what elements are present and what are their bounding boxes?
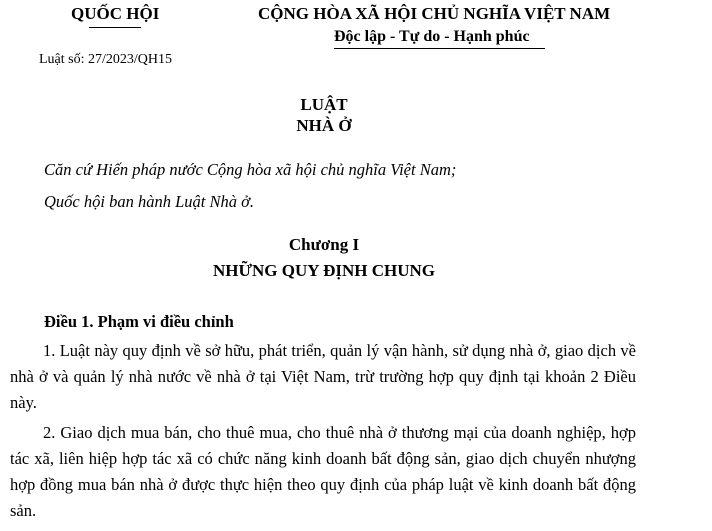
issuing-agency: QUỐC HỘI [71,4,160,23]
motto-underline [334,48,545,49]
chapter-number: Chương I [288,235,360,254]
chapter-title: NHỮNG QUY ĐỊNH CHUNG [212,261,436,280]
law-number: Luật số: 27/2023/QH15 [39,52,172,67]
article-heading: Điều 1. Phạm vi điều chỉnh [44,312,234,331]
agency-underline [89,27,141,28]
article-clause: 1. Luật này quy định về sở hữu, phát triển, quản lý vận hành, sử dụng nhà ở, giao dịch về nhà ở và quản lý nhà nước về nhà ở tại Việt Nam, trừ trường hợp quy định tại khoản 2 Điều này. [10,341,636,412]
preamble-line: Căn cứ Hiến pháp nước Cộng hòa xã hội chủ nghĩa Việt Nam; [44,160,457,179]
national-motto: Độc lập - Tự do - Hạnh phúc [334,28,530,45]
preamble-line: Quốc hội ban hành Luật Nhà ở. [44,192,255,211]
document-type: LUẬT [300,95,348,114]
national-title: CỘNG HÒA XÃ HỘI CHỦ NGHĨA VIỆT NAM [258,4,611,23]
document-title: NHÀ Ở [296,116,352,135]
article-clause: 2. Giao dịch mua bán, cho thuê mua, cho thuê nhà ở thương mại của doanh nghiệp, hợp tác xã, liên hiệp hợp tác xã có chức năng kinh doanh bất động sản, giao dịch chuyển nhượng hợp đồng mua bán nhà ở được thực hiện theo quy định của pháp luật về kinh doanh bất động sản. [10,423,636,520]
